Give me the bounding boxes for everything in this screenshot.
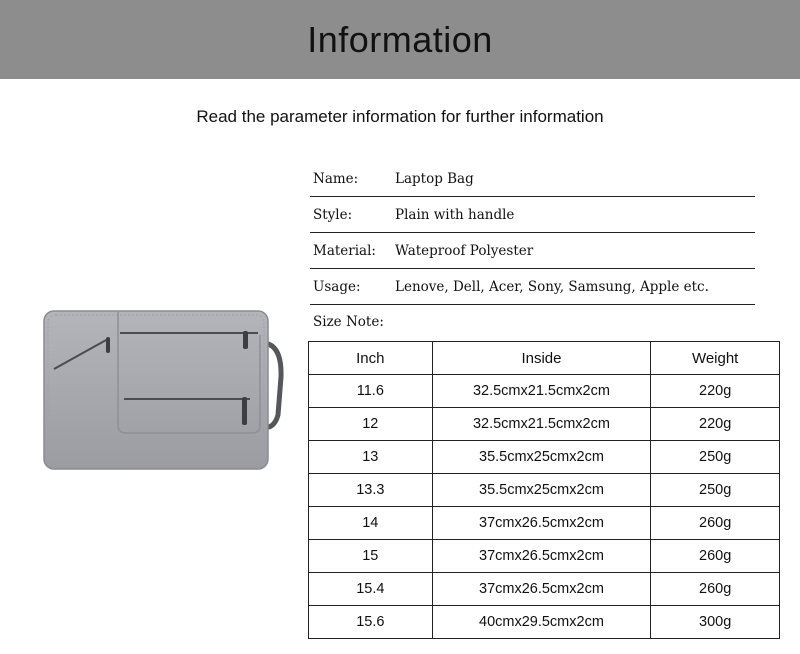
cell-inch: 15.6 — [309, 606, 433, 639]
cell-weight: 260g — [651, 507, 780, 540]
table-row — [309, 375, 780, 408]
cell-weight: 220g — [651, 408, 780, 441]
cell-inch: 14 — [309, 507, 433, 540]
cell-inch: 12 — [309, 408, 433, 441]
cell-weight: 250g — [651, 474, 780, 507]
cell-inside: 35.5cmx25cmx2cm — [432, 474, 651, 507]
cell-weight: 300g — [651, 606, 780, 639]
cell-inch: 11.6 — [309, 375, 433, 408]
size-table — [308, 341, 780, 639]
cell-inside: 32.5cmx21.5cmx2cm — [432, 408, 651, 441]
column-header-inch: Inch — [309, 342, 433, 375]
cell-weight: 250g — [651, 441, 780, 474]
spec-key: Usage: — [313, 278, 361, 295]
spec-row-style — [310, 197, 755, 233]
cell-inch: 15 — [309, 540, 433, 573]
spec-value: Wateproof Polyester — [395, 242, 534, 259]
spec-row-material — [310, 233, 755, 269]
cell-weight: 260g — [651, 540, 780, 573]
table-row — [309, 507, 780, 540]
column-header-inside: Inside — [432, 342, 651, 375]
cell-inch: 15.4 — [309, 573, 433, 606]
table-row — [309, 540, 780, 573]
cell-inside: 35.5cmx25cmx2cm — [432, 441, 651, 474]
cell-inch: 13 — [309, 441, 433, 474]
table-row — [309, 474, 780, 507]
cell-inside: 40cmx29.5cmx2cm — [432, 606, 651, 639]
table-row — [309, 441, 780, 474]
spec-row-usage — [310, 269, 755, 305]
table-row — [309, 573, 780, 606]
laptop-bag-image — [38, 305, 288, 480]
table-row — [309, 408, 780, 441]
spec-key: Name: — [313, 170, 359, 187]
table-row — [309, 606, 780, 639]
size-note-label: Size Note: — [313, 314, 384, 330]
table-header-row — [309, 342, 780, 375]
subtitle: Read the parameter information for further information — [196, 107, 604, 126]
cell-inside: 37cmx26.5cmx2cm — [432, 573, 651, 606]
cell-inside: 37cmx26.5cmx2cm — [432, 507, 651, 540]
cell-inch: 13.3 — [309, 474, 433, 507]
spec-value: Lenove, Dell, Acer, Sony, Samsung, Apple etc. — [395, 278, 709, 295]
spec-key: Style: — [313, 206, 353, 223]
spec-list — [310, 161, 755, 339]
cell-inside: 37cmx26.5cmx2cm — [432, 540, 651, 573]
cell-weight: 220g — [651, 375, 780, 408]
page-title: Information — [307, 18, 493, 60]
spec-key: Material: — [313, 242, 376, 259]
column-header-weight: Weight — [651, 342, 780, 375]
header-banner — [0, 0, 800, 79]
cell-weight: 260g — [651, 573, 780, 606]
spec-value: Laptop Bag — [395, 170, 474, 187]
spec-value: Plain with handle — [395, 206, 515, 223]
cell-inside: 32.5cmx21.5cmx2cm — [432, 375, 651, 408]
spec-row-name — [310, 161, 755, 197]
